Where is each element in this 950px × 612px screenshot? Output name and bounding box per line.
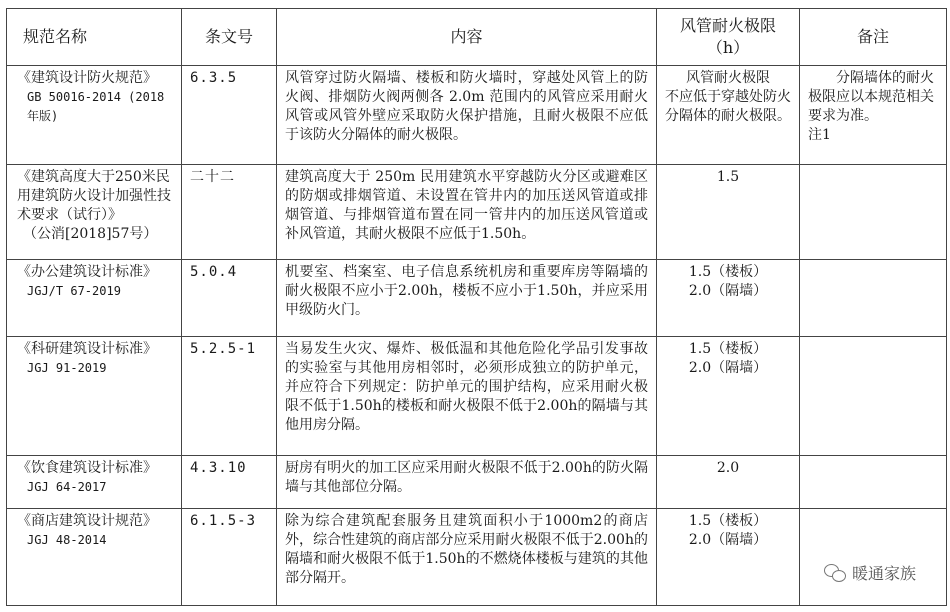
content-cell: 除为综合建筑配套服务且建筑面积小于1000m2的商店外，综合性建筑的商店部分应采用耐火极限不低于2.00h的隔墙和耐火极限不低于1.50h的不燃烧体楼板与建筑的其他部分隔开。 (277, 509, 657, 606)
standard-title: 《科研建筑设计标准》 (17, 341, 157, 357)
remarks-cell (800, 66, 947, 165)
standard-code: JGJ 48-2014 (27, 533, 107, 547)
limit-line: 2.0 (716, 460, 740, 476)
standard-name-cell (7, 509, 182, 606)
fire-resistance-limit-cell (657, 456, 800, 509)
remarks-cell (800, 337, 947, 456)
table-header (7, 9, 947, 66)
remark-line: 极限应以本规范相关 (808, 89, 934, 105)
table-row (7, 260, 947, 337)
table-row (7, 337, 947, 456)
header-content: 内容 (277, 9, 657, 66)
remark-line: 要求为准。 (808, 108, 878, 124)
header-clause-number: 条文号 (182, 9, 277, 66)
content-cell: 风管穿过防火隔墙、楼板和防火墙时，穿越处风管上的防火阀、排烟防火阀两侧各 2.0m 范围内的风管应采用耐火风管或风管外壁应采取防火保护措施，且耐火极限不应低于该防火分隔体的耐火极限。 (277, 66, 657, 165)
watermark (824, 561, 916, 584)
header-remarks: 备注 (800, 9, 947, 66)
standard-name-cell (7, 66, 182, 165)
header-fire-resistance-limit (657, 9, 800, 66)
table-row (7, 509, 947, 606)
fire-resistance-limit-cell (657, 165, 800, 260)
fire-resistance-limit-cell (657, 337, 800, 456)
clause-number-cell: 5.0.4 (182, 260, 277, 337)
standard-title: 《建筑高度大于250米民用建筑防火设计加强性技术要求（试行）》 (17, 169, 171, 223)
standard-code: JGJ 91-2019 (27, 361, 107, 375)
standard-name-cell (7, 165, 182, 260)
standard-code: JGJ/T 67-2019 (27, 284, 121, 298)
header-row (7, 9, 947, 66)
content-cell: 当易发生火灾、爆炸、极低温和其他危险化学品引发事故的实验室与其他用房相邻时，必须形成独立的防护单元，并应符合下列规定：防护单元的围护结构，应采用耐火极限不低于1.50h的楼板和耐火极限不低于2.00h的隔墙与其他用房分隔。 (277, 337, 657, 456)
regulation-table (6, 8, 947, 606)
standard-title: 《建筑设计防火规范》 (17, 70, 157, 86)
clause-number-cell: 6.1.5-3 (182, 509, 277, 606)
table-body (7, 66, 947, 606)
watermark-text: 暖通家族 (851, 564, 916, 583)
clause-number-cell: 4.3.10 (182, 456, 277, 509)
remark-line: 分隔墙体的耐火 (836, 70, 934, 86)
fire-resistance-limit-cell (657, 260, 800, 337)
content-cell: 机要室、档案室、电子信息系统机房和重要库房等隔墙的耐火极限不应小于2.00h，楼板不应小于1.50h，并应采用甲级防火门。 (277, 260, 657, 337)
table-row (7, 456, 947, 509)
standard-title: 《商店建筑设计规范》 (17, 513, 157, 529)
clause-number-cell: 5.2.5-1 (182, 337, 277, 456)
standard-name-cell (7, 456, 182, 509)
clause-number-cell: 6.3.5 (182, 66, 277, 165)
remark-line: 注1 (808, 127, 831, 143)
regulation-table-container (6, 8, 946, 606)
limit-line: 不应低于穿越处防火 (665, 89, 791, 105)
clause-number-cell: 二十二 (182, 165, 277, 260)
standard-title: 《饮食建筑设计标准》 (17, 460, 157, 476)
standard-code: JGJ 64-2017 (27, 480, 107, 494)
limit-line: 1.5（楼板） (688, 264, 768, 280)
limit-line: 2.0（隔墙） (688, 532, 768, 548)
limit-line: 1.5（楼板） (688, 513, 768, 529)
limit-line: 2.0（隔墙） (688, 283, 768, 299)
wechat-icon (824, 564, 846, 582)
standard-code: GB 50016-2014 (2018年版) (27, 90, 165, 123)
limit-line: 1.5 (716, 169, 740, 185)
remarks-cell (800, 456, 947, 509)
limit-line: 风管耐火极限 (686, 70, 770, 86)
fire-resistance-limit-cell (657, 66, 800, 165)
fire-resistance-limit-cell (657, 509, 800, 606)
remarks-cell (800, 509, 947, 606)
header-standard-name: 规范名称 (7, 9, 182, 66)
standard-name-cell (7, 337, 182, 456)
table-row (7, 165, 947, 260)
limit-line: 1.5（楼板） (688, 341, 768, 357)
table-row (7, 66, 947, 165)
remarks-cell (800, 165, 947, 260)
limit-line: 2.0（隔墙） (688, 360, 768, 376)
remarks-cell (800, 260, 947, 337)
content-cell: 厨房有明火的加工区应采用耐火极限不低于2.00h的防火隔墙与其他部位分隔。 (277, 456, 657, 509)
standard-code: （公消[2018]57号） (23, 226, 158, 242)
header-limit-label: 风管耐火极限 (679, 16, 776, 35)
standard-name-cell (7, 260, 182, 337)
limit-line: 分隔体的耐火极限。 (665, 108, 791, 124)
standard-title: 《办公建筑设计标准》 (17, 264, 157, 280)
content-cell: 建筑高度大于 250m 民用建筑水平穿越防火分区或避难区的防烟或排烟管道、未设置在管井内的加压送风管道或排烟管道、与排烟管道布置在同一管井内的加压送风管道或补风管道，其耐火极限不应低于1.50h。 (277, 165, 657, 260)
header-limit-unit: （h） (706, 38, 750, 57)
